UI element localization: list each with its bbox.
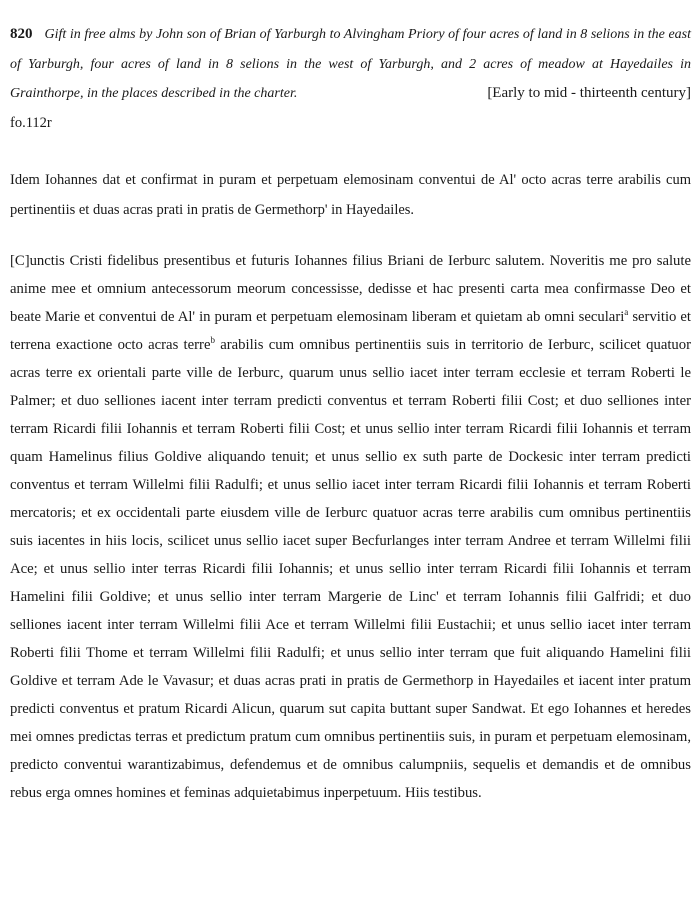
entry-headnote xyxy=(10,20,691,109)
charter-text-part2: servitio et terrena exactione octo acras terre xyxy=(10,309,691,353)
charter-text xyxy=(10,247,691,807)
charter-text-part3: arabilis cum omnibus pertinentiis suis in territorio de Ierburc, scilicet quatuor acras terre ex orientali parte ville de Ierburc, quarum unus sellio iacet inter terram ecclesie et terram Roberti le Palmer; et duo selliones iacent inter terram predicti conventus et terram Roberti filii Cost; et duo selliones inter terram Ricardi filii Iohannis et terram Roberti filii Cost; et unus sellio inter terram Ricardi filii Iohannis et terram quam Hamelinus filius Goldive aliquando tenuit; et unus sellio ex suth parte de Dockesic inter terram predicti conventus et terram Willelmi filii Radulfi; et unus sellio iacet inter terram Ricardi filii Iohannis et terram Roberti mercatoris; et ex occidentali parte eiusdem ville de Ierburc quatuor acras terre arabilis cum omnibus pertinentiis suis iacentes in hiis locis, scilicet unus sellio iacet super Becfurlanges inter terram Andree et terram Willelmi filii Ace; et unus sellio inter terras Ricardi filii Iohannis; et unus sellio inter terram Ricardi filii Iohannis et terram Hamelini filii Goldive; et unus sellio inter terram Margerie de Linc' et terram Iohannis filii Galfridi; et duo selliones iacent inter terram Willelmi filii Ace et terram Willelmi filii Eustachii; et unus sellio iacet inter terram Roberti filii Thome et terram Willelmi filii Radulfi; et unus sellio inter terram que fuit aliquando Hamelini filii Goldive et terram Ade le Vavasur; et duas acras prati in pratis de Germethorp in Hayedailes et iacent inter pratum predicti conventus et pratum Ricardi Alicun, quarum sut capita buttant super Sandwat. Et ego Iohannes et heredes mei omnes predictas terras et predictum pratum cum omnibus pertinentiis suis, in puram et perpetuam elemosinam, predicto conventui warantizabimus, defendemus et de omnibus calumpniis, sequelis et demandis et de omnibus rebus erga omnes homines et feminas adquietabimus inperpetuum. Hiis testibus. xyxy=(10,337,691,801)
folio-reference: fo.112r xyxy=(10,114,52,131)
footnote-marker-b: b xyxy=(210,335,215,346)
entry-summary: Gift in free alms by John son of Brian of Yarburgh to Alvingham Priory of four acres of land in 8 selions in the east of Yarburgh, four acres of land in 8 selions in the west of Yarburgh, and 2 acres of meadow at Hayedailes in Grainthorpe, in the places described in the charter. xyxy=(10,27,691,101)
footnote-marker-a: a xyxy=(624,307,629,318)
entry-number: 820 xyxy=(10,26,33,42)
charter-text-part1: [C]unctis Cristi fidelibus presentibus et futuris Iohannes filius Briani de Ierburc salutem. Noveritis me pro salute anime mee et omnium antecessorum meorum concessisse, dedisse et hac presenti carta mea confirmasse Deo et beate Marie et conventui de Al' in puram et perpetuam elemosinam liberam et quietam ab omni seculari xyxy=(10,253,691,325)
latin-abstract: Idem Iohannes dat et confirmat in puram et perpetuam elemosinam conventui de Al' octo acras terre arabilis cum pertinentiis et duas acras prati in pratis de Germethorp' in Hayedailes. xyxy=(10,172,691,218)
entry-date: [Early to mid - thirteenth century] xyxy=(487,79,691,109)
